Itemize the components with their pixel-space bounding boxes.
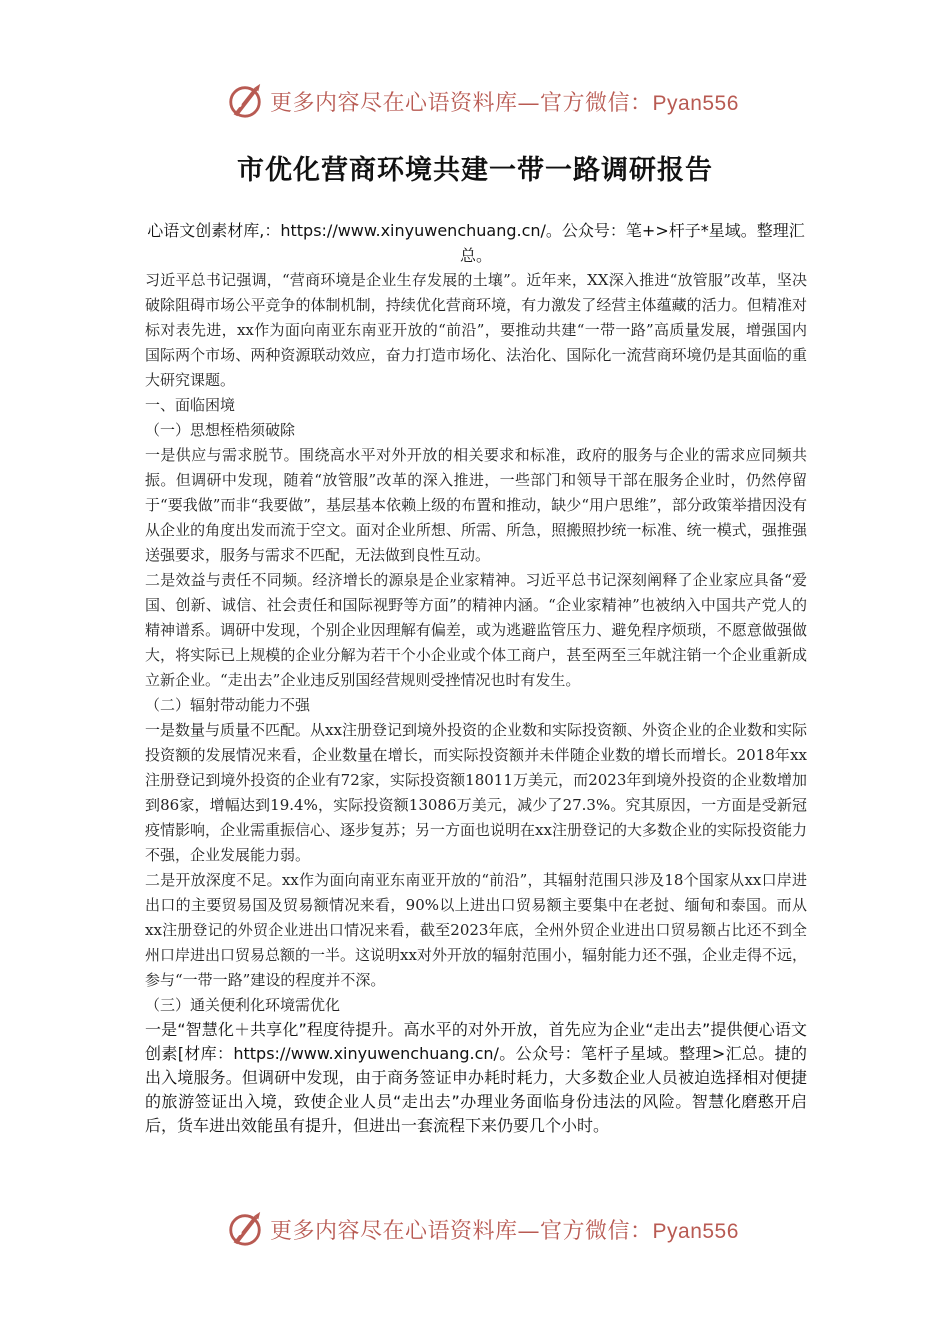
body-paragraph: 二是效益与责任不同频。经济增长的源泉是企业家精神。习近平总书记深刻阐释了企业家应具备“爱国、创新、诚信、社会责任和国际视野等方面”的精神内涵。“企业家精神”也被纳入中国共产党人的精神谱系。调研中发现，个别企业因理解有偏差，或为逃避监管压力、避免程序烦琐，不愿意做强做大，将实际已上规模的企业分解为若干个小企业或个体工商户，甚至两至三年就注销一个企业重新成立新企业。“走出去”企业违反别国经营规则受挫情况也时有发生。	[145, 571, 807, 689]
intro-paragraph: 习近平总书记强调，“营商环境是企业生存发展的土壤”。近年来，XX深入推进“放管服”改革，坚决破除阻碍市场公平竞争的体制机制，持续优化营商环境，有力激发了经营主体蕴藏的活力。但精准对标对表先进，xx作为面向南亚东南亚开放的“前沿”，要推动共建“一带一路”高质量发展，增强国内国际两个市场、两种资源联动效应，奋力打造市场化、法治化、国际化一流营商环境仍是其面临的重大研究课题。	[145, 271, 807, 389]
closing-paragraph: 一是“智慧化＋共享化”程度待提升。高水平的对外开放，首先应为企业“走出去”提供便心语文创素[材库：https://www.xinyuwenchuang.cn/。公众号：笔杆子星域。整理>汇总。捷的出入境服务。但调研中发现，由于商务签证申办耗时耗力，大多数企业人员被迫选择相对便捷的旅游签证出入境，致使企业人员“走出去”办理业务面临身份违法的风险。智慧化磨憨开启后，货车进出效能虽有提升，但进出一套流程下来仍要几个小时。	[145, 1020, 807, 1135]
section-heading: 一、面临困境	[145, 396, 236, 414]
banner-text: 更多内容尽在心语资料库—官方微信：Pyan556	[270, 1218, 739, 1244]
body-paragraph: 一是供应与需求脱节。围绕高水平对外开放的相关要求和标准，政府的服务与企业的需求应同频共振。但调研中发现，随着“放管服”改革的深入推进，一些部门和领导干部在服务企业时，仍然停留于“要我做”而非“我要做”，基层基本依赖上级的布置和推动，缺少“用户思维”，部分政策举措因没有从企业的角度出发而流于空文。面对企业所想、所需、所急，照搬照抄统一标准、统一模式，强推强送强要求，服务与需求不匹配，无法做到良性互动。	[145, 446, 807, 564]
document-title: 市优化营商环境共建一带一路调研报告	[237, 155, 713, 186]
document-body	[145, 218, 807, 1138]
banner-text: 更多内容尽在心语资料库—官方微信：Pyan556	[270, 90, 739, 116]
subsection-heading: （二）辐射带动能力不强	[145, 696, 311, 714]
subsection-heading: （一）思想桎梏须破除	[145, 421, 296, 439]
footer-banner	[0, 1204, 950, 1254]
quill-logo-icon	[226, 1210, 264, 1248]
banner-wechat-id: Pyan556	[652, 91, 739, 115]
quill-logo-icon	[226, 82, 264, 120]
body-paragraph: 一是数量与质量不匹配。从xx注册登记到境外投资的企业数和实际投资额、外资企业的企业数和实际投资额的发展情况来看，企业数量在增长，而实际投资额并未伴随企业数的增长而增长。2018年xx注册登记到境外投资的企业有72家，实际投资额18011万美元，而2023年到境外投资的企业数增加到86家，增幅达到19.4%，实际投资额13086万美元，减少了27.3%。究其原因，一方面是受新冠疫情影响，企业需重振信心、逐步复苏；另一方面也说明在xx注册登记的大多数企业的实际投资能力不强，企业发展能力弱。	[145, 721, 807, 864]
header-banner	[0, 76, 950, 126]
body-paragraph: 二是开放深度不足。xx作为面向南亚东南亚开放的“前沿”，其辐射范围只涉及18个国家从xx口岸进出口的主要贸易国及贸易额情况来看，90%以上进出口贸易额主要集中在老挝、缅甸和泰国。而从xx注册登记的外贸企业进出口情况来看，截至2023年底，全州外贸企业进出口贸易额占比还不到全州口岸进出口贸易总额的一半。这说明xx对外开放的辐射范围小，辐射能力还不强，企业走得不远，参与“一带一路”建设的程度并不深。	[145, 871, 807, 989]
banner-wechat-id: Pyan556	[652, 1219, 739, 1243]
source-note: 心语文创素材库,：https://www.xinyuwenchuang.cn/。公众号：笔+>杆子*星域。整理汇总。	[147, 221, 805, 265]
subsection-heading: （三）通关便利化环境需优化	[145, 996, 341, 1014]
